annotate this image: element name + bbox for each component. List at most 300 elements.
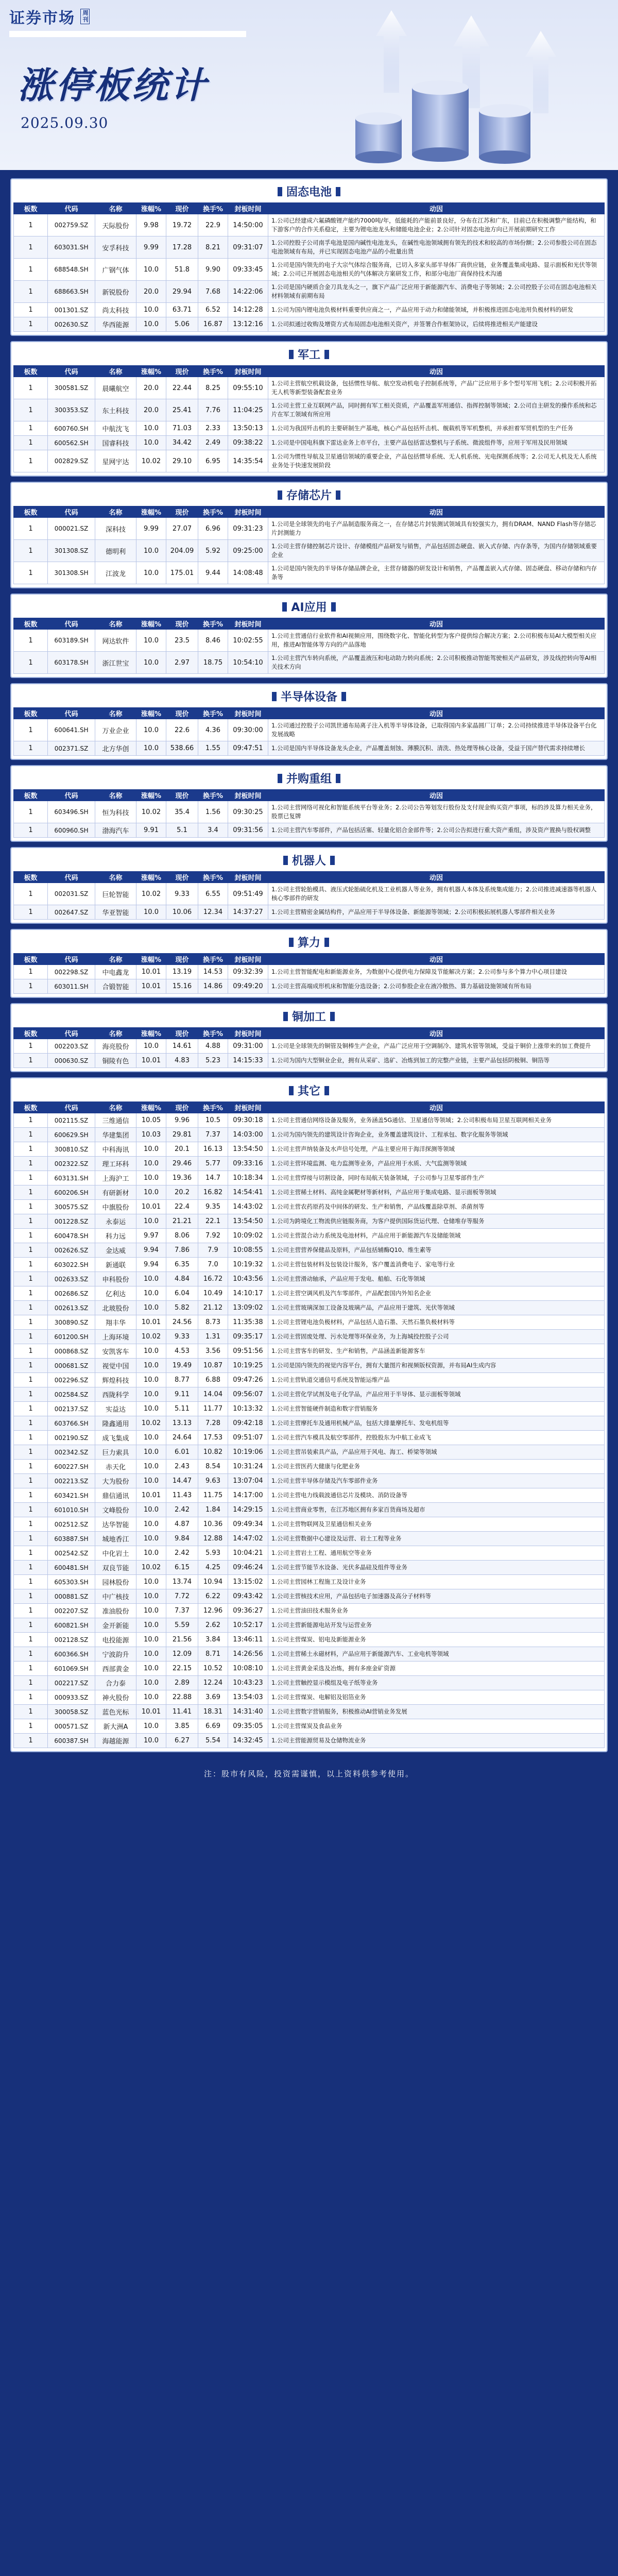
change-pct-cell: 10.0 [136,1690,166,1705]
change-pct-cell: 10.0 [136,1185,166,1200]
section-marker [278,774,282,783]
reason-cell: 1.公司主营轨道交通信号系统及智能运维产品 [268,1373,605,1387]
reason-cell: 1.公司主营智能配电和新能源业务，为数据中心提供电力保障及节能解决方案；2.公司参与多个算力中心项目建设 [268,965,605,979]
reason-cell: 1.公司为国内领先的建筑设计咨询企业，业务覆盖建筑设计、工程承包、数字化服务等领域 [268,1128,605,1142]
reason-cell: 1.公司主营声纳装备及水声信号处理，产品主要应用于海洋探测等领域 [268,1142,605,1157]
column-header: 板数 [14,618,48,630]
limit-time-cell: 10:19:25 [228,1359,268,1373]
stock-name-cell: 园林股份 [95,1575,136,1589]
board-count-cell: 1 [14,1344,48,1359]
board-count-cell: 1 [14,1561,48,1575]
section-header [13,485,605,506]
footer-disclaimer [0,1760,618,1786]
stock-name-cell: 星网宇达 [95,450,136,472]
reason-cell: 1.公司主营吊装索具产品，产品应用于风电、海工、桥梁等领域 [268,1445,605,1460]
column-header: 名称 [95,872,136,883]
board-count-cell: 1 [14,1142,48,1157]
price-cell: 4.53 [166,1344,198,1359]
stock-code-cell: 000868.SZ [48,1344,95,1359]
reason-cell: 1.公司主营物联网及卫星通信相关业务 [268,1517,605,1532]
reason-cell: 1.公司主营通信行业软件和AI视频应用，围绕数字化、智能化转型为客户提供综合解决方案；2.公司积极布局AI大模型相关应用，推进AI智能体等方向的产品落地 [268,630,605,652]
section-title: 半导体设备 [280,691,337,704]
limit-time-cell: 13:54:50 [228,1214,268,1229]
turnover-cell: 10.82 [198,1445,228,1460]
price-cell: 35.4 [166,801,198,823]
change-pct-cell: 10.0 [136,1604,166,1618]
column-header: 动因 [268,506,605,518]
change-pct-cell: 10.02 [136,883,166,905]
price-cell: 24.56 [166,1315,198,1330]
price-cell: 29.81 [166,1128,198,1142]
turnover-cell: 1.55 [198,741,228,756]
price-cell: 2.43 [166,1460,198,1474]
limit-time-cell: 10:19:32 [228,1258,268,1272]
column-header: 封板时间 [228,618,268,630]
limit-time-cell: 09:49:20 [228,979,268,994]
table-header-row [14,790,605,801]
turnover-cell: 11.75 [198,1488,228,1503]
stock-section [10,482,608,588]
turnover-cell: 9.44 [198,562,228,584]
price-cell: 11.41 [166,1705,198,1719]
stock-name-cell: 北方华创 [95,741,136,756]
stock-code-cell: 603022.SH [48,1258,95,1272]
reason-cell: 1.公司主营节能节水设备、光伏多晶硅及组件等业务 [268,1561,605,1575]
limit-time-cell: 09:56:07 [228,1387,268,1402]
table-header-row [14,203,605,214]
reason-cell: 1.公司为国内锂电池负极材料重要供应商之一，产品应用于动力和储能领域，并积极推进固态电池用负极材料的研发 [268,303,605,317]
turnover-cell: 6.95 [198,450,228,472]
reason-cell: 1.公司主营包装材料及包装设计服务，客户覆盖消费电子、家电等行业 [268,1258,605,1272]
column-header: 板数 [14,366,48,377]
reason-cell: 1.公司是全球领先的电子产品制造服务商之一，在存储芯片封装测试领域具有较强实力，拥有DRAM、NAND Flash等存储芯片封测能力 [268,518,605,540]
price-cell: 13.13 [166,1416,198,1431]
change-pct-cell: 10.0 [136,1474,166,1488]
stock-name-cell: 海亮股份 [95,1039,136,1054]
reason-cell: 1.公司主营轮胎模具、液压式轮胎硫化机及工业机器人等业务，拥有机器人本体及系统集成能力；2.公司推进减速器等机器人核心零部件的研发 [268,883,605,905]
stock-code-cell: 002626.SZ [48,1243,95,1258]
reason-cell: 1.公司已经建成六氟磷酸锂产能约7000吨/年，低能耗的产能前景良好，分布在江苏和广东，目前已在积极调整产能结构，和下游客户的合作关系稳定，主要为锂电池龙头和储能电池企业；2.公司针对固态电池方向已开展前期研究工作 [268,214,605,236]
table-row [14,1532,605,1546]
stock-section [10,683,608,760]
limit-time-cell: 09:47:51 [228,741,268,756]
table-row [14,1039,605,1054]
limit-up-table [13,953,605,994]
column-header: 板数 [14,708,48,719]
turnover-cell: 4.88 [198,1039,228,1054]
limit-time-cell: 09:32:39 [228,965,268,979]
price-cell: 6.15 [166,1561,198,1575]
board-count-cell: 1 [14,1373,48,1387]
limit-up-table [13,618,605,674]
stock-code-cell: 600960.SH [48,823,95,838]
column-header: 换手% [198,872,228,883]
turnover-cell: 3.69 [198,1690,228,1705]
price-cell: 6.35 [166,1258,198,1272]
board-count-cell: 1 [14,317,48,332]
limit-time-cell: 10:19:06 [228,1445,268,1460]
limit-time-cell: 09:33:45 [228,259,268,281]
table-row [14,1359,605,1373]
board-count-cell: 1 [14,1200,48,1214]
turnover-cell: 5.54 [198,1734,228,1748]
change-pct-cell: 10.01 [136,1488,166,1503]
stock-name-cell: 巨轮智能 [95,883,136,905]
stock-name-cell: 蓝色光标 [95,1705,136,1719]
stock-section [10,929,608,998]
limit-time-cell: 14:32:45 [228,1734,268,1748]
column-header: 名称 [95,506,136,518]
limit-time-cell: 14:17:00 [228,1488,268,1503]
limit-time-cell: 14:03:00 [228,1128,268,1142]
board-count-cell: 1 [14,1258,48,1272]
board-count-cell: 1 [14,719,48,741]
price-cell: 4.84 [166,1272,198,1286]
reason-cell: 1.公司主营煤炭及食品业务 [268,1719,605,1734]
limit-time-cell: 10:52:17 [228,1618,268,1633]
reason-cell: 1.公司主营固废处理、污水处理等环保业务，为上海城投控股子公司 [268,1330,605,1344]
table-row [14,1054,605,1068]
stock-code-cell: 001301.SZ [48,303,95,317]
stock-code-cell: 601010.SH [48,1503,95,1517]
board-count-cell: 1 [14,1243,48,1258]
turnover-cell: 7.28 [198,1416,228,1431]
turnover-cell: 4.25 [198,1561,228,1575]
change-pct-cell: 9.98 [136,214,166,236]
turnover-cell: 2.49 [198,436,228,450]
stock-name-cell: 中科海讯 [95,1142,136,1157]
table-row [14,1575,605,1589]
board-count-cell: 1 [14,1445,48,1460]
stock-code-cell: 002296.SZ [48,1373,95,1387]
stock-name-cell: 万业企业 [95,719,136,741]
stock-name-cell: 上海环境 [95,1330,136,1344]
turnover-cell: 10.94 [198,1575,228,1589]
arrow-up-icon [376,10,407,93]
price-cell: 2.97 [166,652,198,674]
stock-code-cell: 601200.SH [48,1330,95,1344]
reason-cell: 1.公司主营营养保健品及原料，产品包括辅酶Q10、维生素等 [268,1243,605,1258]
table-row [14,1734,605,1748]
stock-name-cell: 申科股份 [95,1272,136,1286]
stock-code-cell: 002584.SZ [48,1387,95,1402]
change-pct-cell: 10.0 [136,540,166,562]
reason-cell: 1.公司主营能源贸易及仓储物流业务 [268,1734,605,1748]
stock-name-cell: 华亚智能 [95,905,136,920]
reason-cell: 1.公司主营客车的研发、生产和销售，产品涵盖新能源客车 [268,1344,605,1359]
stock-name-cell: 隆鑫通用 [95,1416,136,1431]
limit-time-cell: 14:22:06 [228,281,268,303]
turnover-cell: 18.75 [198,652,228,674]
reason-cell: 1.公司主营商业零售，在江苏地区拥有多家百货商场及超市 [268,1503,605,1517]
limit-time-cell: 14:35:54 [228,450,268,472]
change-pct-cell: 10.03 [136,1128,166,1142]
table-row [14,630,605,652]
stock-name-cell: 华建集团 [95,1128,136,1142]
change-pct-cell: 10.0 [136,741,166,756]
board-count-cell: 1 [14,436,48,450]
table-row [14,1373,605,1387]
table-row [14,562,605,584]
turnover-cell: 5.92 [198,540,228,562]
turnover-cell: 12.24 [198,1676,228,1690]
table-row [14,1157,605,1171]
price-cell: 20.1 [166,1142,198,1157]
limit-time-cell: 09:31:23 [228,518,268,540]
price-cell: 13.19 [166,965,198,979]
stock-name-cell: 上海沪工 [95,1171,136,1185]
column-header: 涨幅% [136,618,166,630]
change-pct-cell: 10.0 [136,1214,166,1229]
column-header: 现价 [166,790,198,801]
limit-time-cell: 09:46:24 [228,1561,268,1575]
reason-cell: 1.公司主营存储控制芯片设计、存储模组产品研发与销售，产品包括固态硬盘、嵌入式存储、内存条等，为国内存储领域重要企业 [268,540,605,562]
turnover-cell: 4.36 [198,719,228,741]
table-row [14,905,605,920]
limit-time-cell: 13:15:02 [228,1575,268,1589]
change-pct-cell: 10.0 [136,1301,166,1315]
board-count-cell: 1 [14,562,48,584]
limit-time-cell: 09:31:56 [228,823,268,838]
price-cell: 9.84 [166,1532,198,1546]
section-marker [278,490,282,500]
coin-stack-icon [412,80,469,162]
column-header: 名称 [95,790,136,801]
stock-name-cell: 金达威 [95,1243,136,1258]
section-title: AI应用 [291,601,327,614]
section-header [13,344,605,365]
stock-name-cell: 恒为科技 [95,801,136,823]
limit-time-cell: 09:30:00 [228,719,268,741]
stock-name-cell: 中电鑫龙 [95,965,136,979]
column-header: 封板时间 [228,790,268,801]
board-count-cell: 1 [14,303,48,317]
board-count-cell: 1 [14,1546,48,1561]
table-row [14,823,605,838]
table-row [14,652,605,674]
footer-text: 注：股市有风险，投资需谨慎，以上资料供参考使用。 [203,1769,414,1778]
price-cell: 9.33 [166,883,198,905]
limit-time-cell: 09:35:17 [228,1330,268,1344]
section-title: 铜加工 [291,1011,326,1024]
turnover-cell: 12.88 [198,1532,228,1546]
turnover-cell: 2.33 [198,421,228,436]
limit-time-cell: 10:04:21 [228,1546,268,1561]
table-row [14,1402,605,1416]
stock-name-cell: 中航沈飞 [95,421,136,436]
column-header: 换手% [198,954,228,965]
column-header: 代码 [48,618,95,630]
table-header-row [14,366,605,377]
limit-time-cell: 14:08:48 [228,562,268,584]
turnover-cell: 21.12 [198,1301,228,1315]
stock-name-cell: 新锐股份 [95,281,136,303]
stock-code-cell: 300890.SZ [48,1315,95,1330]
stock-name-cell: 城地香江 [95,1532,136,1546]
column-header: 名称 [95,1102,136,1113]
limit-time-cell: 09:31:07 [228,236,268,259]
column-header: 动因 [268,366,605,377]
column-header: 代码 [48,1028,95,1039]
change-pct-cell: 10.0 [136,905,166,920]
price-cell: 4.83 [166,1054,198,1068]
stock-name-cell: 国睿科技 [95,436,136,450]
board-count-cell: 1 [14,1589,48,1604]
stock-name-cell: 安孚科技 [95,236,136,259]
change-pct-cell: 10.0 [136,1503,166,1517]
board-count-cell: 1 [14,1402,48,1416]
board-count-cell: 1 [14,965,48,979]
stock-code-cell: 300810.SZ [48,1142,95,1157]
board-count-cell: 1 [14,652,48,674]
column-header: 动因 [268,954,605,965]
price-cell: 2.89 [166,1676,198,1690]
limit-time-cell: 11:04:25 [228,399,268,421]
stock-name-cell: 渤海汽车 [95,823,136,838]
board-count-cell: 1 [14,377,48,399]
stock-code-cell: 600206.SH [48,1185,95,1200]
stock-code-cell: 688548.SH [48,259,95,281]
board-count-cell: 1 [14,905,48,920]
board-count-cell: 1 [14,1633,48,1647]
table-header-row [14,506,605,518]
change-pct-cell: 9.94 [136,1243,166,1258]
limit-time-cell: 13:54:50 [228,1142,268,1157]
change-pct-cell: 10.01 [136,1315,166,1330]
change-pct-cell: 10.01 [136,1705,166,1719]
stock-code-cell: 600481.SH [48,1561,95,1575]
section-marker [324,350,329,359]
stock-code-cell: 002137.SZ [48,1402,95,1416]
column-header: 代码 [48,708,95,719]
table-row [14,1286,605,1301]
reason-cell: 1.公司主营环境监测、电力监测等业务，产品应用于水质、大气监测等领域 [268,1157,605,1171]
change-pct-cell: 10.0 [136,436,166,450]
price-cell: 14.47 [166,1474,198,1488]
change-pct-cell: 10.0 [136,1532,166,1546]
section-marker [341,692,346,701]
turnover-cell: 1.31 [198,1330,228,1344]
price-cell: 7.72 [166,1589,198,1604]
table-row [14,1387,605,1402]
stock-name-cell: 理工环科 [95,1157,136,1171]
stock-code-cell: 000933.SZ [48,1690,95,1705]
stock-name-cell: 华西能源 [95,317,136,332]
column-header: 代码 [48,790,95,801]
board-count-cell: 1 [14,1474,48,1488]
reason-cell: 1.公司是国内硬质合金刀具龙头之一，旗下产品广泛应用于新能源汽车、消费电子等领域；2.公司控股子公司在固态电池相关材料领域有前期布局 [268,281,605,303]
turnover-cell: 6.52 [198,303,228,317]
masthead [9,5,90,28]
turnover-cell: 16.87 [198,317,228,332]
change-pct-cell: 9.97 [136,1229,166,1243]
board-count-cell: 1 [14,823,48,838]
column-header: 板数 [14,203,48,214]
stock-code-cell: 603031.SH [48,236,95,259]
price-cell: 29.94 [166,281,198,303]
price-cell: 9.11 [166,1387,198,1402]
stock-code-cell: 300575.SZ [48,1200,95,1214]
reason-cell: 1.公司主营岩土工程、通用航空等业务 [268,1546,605,1561]
change-pct-cell: 10.0 [136,1589,166,1604]
price-cell: 24.64 [166,1431,198,1445]
column-header: 封板时间 [228,954,268,965]
stock-code-cell: 600366.SH [48,1647,95,1662]
column-header: 封板时间 [228,1028,268,1039]
column-header: 现价 [166,618,198,630]
stock-name-cell: 成飞集成 [95,1431,136,1445]
table-row [14,1128,605,1142]
turnover-cell: 10.36 [198,1517,228,1532]
turnover-cell: 14.53 [198,965,228,979]
reason-cell: 1.公司拟通过收购及增资方式布局固态电池相关资产，并签署合作框架协议，后续将推进相关产能建设 [268,317,605,332]
board-count-cell: 1 [14,1229,48,1243]
page-date: 2025.09.30 [21,114,109,131]
column-header: 现价 [166,708,198,719]
board-count-cell: 1 [14,1301,48,1315]
table-row [14,281,605,303]
change-pct-cell: 10.0 [136,1517,166,1532]
board-count-cell: 1 [14,450,48,472]
limit-time-cell: 10:31:24 [228,1460,268,1474]
stock-name-cell: 海越能源 [95,1734,136,1748]
stock-code-cell: 002031.SZ [48,883,95,905]
limit-up-table [13,1027,605,1068]
stock-code-cell: 002512.SZ [48,1517,95,1532]
section-marker [336,774,340,783]
table-row [14,1633,605,1647]
sections-container [0,170,618,1752]
table-row [14,1604,605,1618]
change-pct-cell: 9.94 [136,1258,166,1272]
change-pct-cell: 10.0 [136,1460,166,1474]
turnover-cell: 16.13 [198,1142,228,1157]
table-row [14,1330,605,1344]
table-row [14,1445,605,1460]
stock-name-cell: 赤天化 [95,1460,136,1474]
change-pct-cell: 10.0 [136,1445,166,1460]
turnover-cell: 11.77 [198,1402,228,1416]
stock-name-cell: 亿利达 [95,1286,136,1301]
reason-cell: 1.公司主营焊接与切割设备，同时布局航天装备领域，子公司参与卫星零部件生产 [268,1171,605,1185]
stock-code-cell: 600227.SH [48,1460,95,1474]
table-row [14,1229,605,1243]
limit-time-cell: 13:50:13 [228,421,268,436]
table-row [14,801,605,823]
section-header [13,1080,605,1101]
stock-section [10,765,608,842]
change-pct-cell: 10.02 [136,801,166,823]
turnover-cell: 6.69 [198,1719,228,1734]
change-pct-cell: 20.0 [136,399,166,421]
stock-name-cell: 德明利 [95,540,136,562]
stock-code-cell: 601069.SH [48,1662,95,1676]
table-row [14,303,605,317]
section-header [13,1006,605,1027]
section-header [13,768,605,789]
stock-name-cell: 文峰股份 [95,1503,136,1517]
reason-cell: 1.公司控股子公司南孚电池是国内碱性电池龙头，在碱性电池领域拥有领先的技术和较高的市场份额；2.公司参股公司在固态电池领域有布局，并已实现固态电池产品的小批量出货 [268,236,605,259]
table-row [14,214,605,236]
limit-time-cell: 09:38:22 [228,436,268,450]
turnover-cell: 8.71 [198,1647,228,1662]
stock-code-cell: 002630.SZ [48,317,95,332]
board-count-cell: 1 [14,1128,48,1142]
stock-code-cell: 600760.SH [48,421,95,436]
price-cell: 19.72 [166,214,198,236]
stock-code-cell: 002207.SZ [48,1604,95,1618]
column-header: 换手% [198,506,228,518]
